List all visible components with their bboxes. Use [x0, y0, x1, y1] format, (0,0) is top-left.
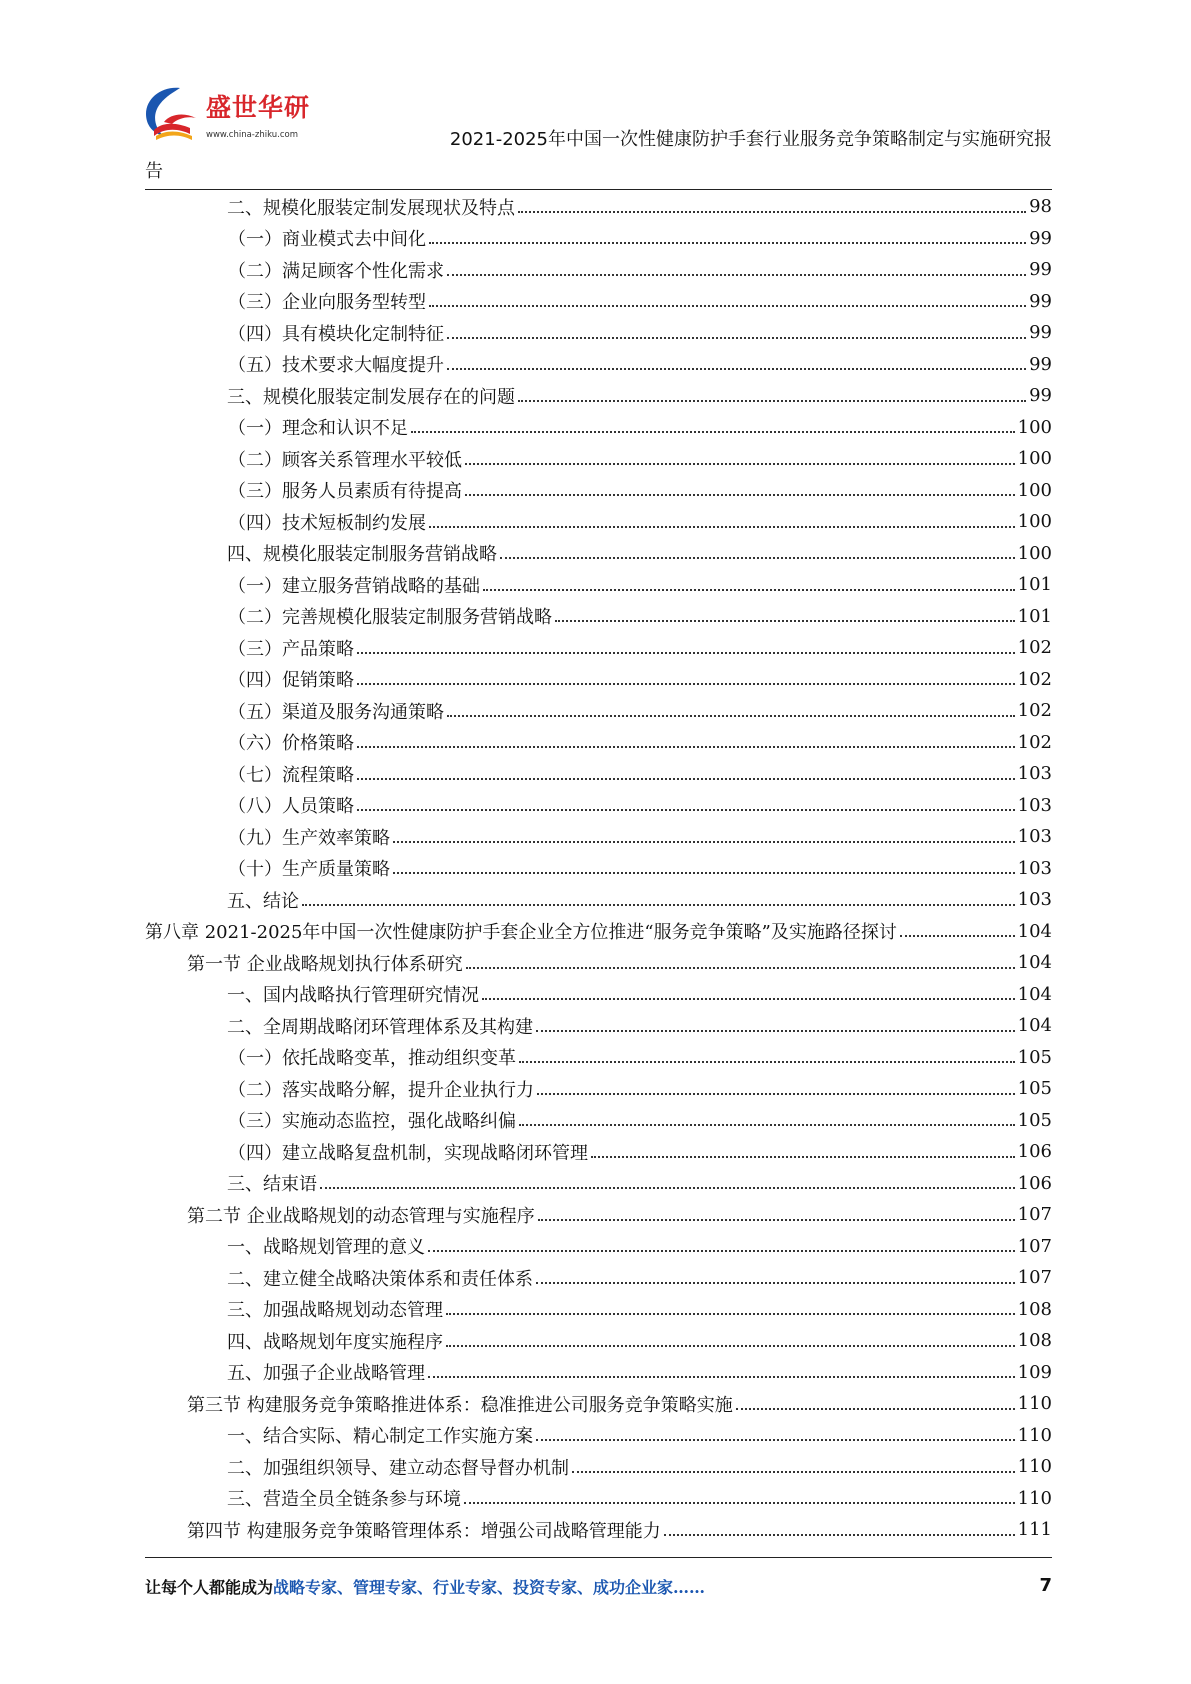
- toc-entry-title: （七）流程策略: [228, 764, 354, 786]
- toc-entry-title: （二）落实战略分解，提升企业执行力: [228, 1079, 534, 1101]
- toc-entry-page: 105: [1017, 1078, 1052, 1100]
- document-title-continued: 告: [145, 161, 163, 182]
- toc-entry-title: 第三节 构建服务竞争策略推进体系：稳准推进公司服务竞争策略实施: [187, 1394, 733, 1416]
- toc-dot-leader: [465, 494, 1015, 496]
- toc-entry-page: 99: [1029, 385, 1052, 407]
- page-number: 7: [1039, 1575, 1052, 1596]
- toc-entry[interactable]: [145, 380, 1052, 412]
- toc-entry[interactable]: [145, 286, 1052, 318]
- toc-dot-leader: [429, 526, 1015, 528]
- toc-entry[interactable]: [145, 254, 1052, 286]
- toc-entry-title: 三、规模化服装定制发展存在的问题: [227, 386, 515, 408]
- toc-dot-leader: [411, 431, 1015, 433]
- toc-entry-title: 二、建立健全战略决策体系和责任体系: [227, 1268, 533, 1290]
- toc-entry[interactable]: [145, 506, 1052, 538]
- toc-dot-leader: [466, 967, 1015, 969]
- toc-entry[interactable]: [145, 1325, 1052, 1357]
- toc-dot-leader: [555, 620, 1015, 622]
- toc-entry[interactable]: [145, 790, 1052, 822]
- toc-entry[interactable]: [145, 1483, 1052, 1515]
- toc-entry[interactable]: [145, 884, 1052, 916]
- toc-entry-title: （三）产品策略: [228, 638, 354, 660]
- toc-entry-page: 99: [1029, 227, 1052, 249]
- toc-entry-title: 一、结合实际、精心制定工作实施方案: [227, 1426, 533, 1448]
- toc-dot-leader: [519, 1061, 1015, 1063]
- toc-dot-leader: [429, 305, 1026, 307]
- toc-entry[interactable]: [145, 758, 1052, 790]
- toc-dot-leader: [464, 1502, 1015, 1504]
- toc-entry[interactable]: [145, 412, 1052, 444]
- slogan-highlight: 战略专家、管理专家、行业专家、投资专家、成功企业家……: [273, 1578, 706, 1597]
- toc-entry-title: 二、规模化服装定制发展现状及特点: [227, 197, 515, 219]
- toc-entry-page: 110: [1017, 1393, 1052, 1415]
- toc-dot-leader: [536, 1282, 1015, 1284]
- document-title: 2021-2025年中国一次性健康防护手套行业服务竞争策略制定与实施研究报: [449, 129, 1052, 150]
- toc-entry-page: 110: [1017, 1424, 1052, 1446]
- toc-entry-page: 106: [1017, 1172, 1052, 1194]
- header-divider: [145, 189, 1052, 190]
- toc-entry[interactable]: [145, 1105, 1052, 1137]
- logo-name: 盛世华研: [206, 93, 311, 122]
- toc-dot-leader: [302, 904, 1015, 906]
- toc-entry-page: 98: [1029, 196, 1052, 218]
- toc-entry-page: 103: [1017, 857, 1052, 879]
- toc-entry-title: 第四节 构建服务竞争策略管理体系：增强公司战略管理能力: [187, 1520, 661, 1542]
- toc-dot-leader: [357, 809, 1015, 811]
- toc-dot-leader: [537, 1093, 1015, 1095]
- toc-dot-leader: [446, 1345, 1015, 1347]
- toc-dot-leader: [465, 463, 1015, 465]
- toc-entry-page: 104: [1017, 952, 1052, 974]
- toc-entry-title: （五）渠道及服务沟通策略: [228, 701, 444, 723]
- toc-entry-title: 二、加强组织领导、建立动态督导督办机制: [227, 1457, 569, 1479]
- toc-entry[interactable]: [145, 191, 1052, 223]
- toc-entry[interactable]: [145, 1010, 1052, 1042]
- toc-entry-title: 五、结论: [227, 890, 299, 912]
- toc-entry-page: 100: [1017, 416, 1052, 438]
- toc-dot-leader: [428, 1376, 1015, 1378]
- toc-entry[interactable]: [145, 1357, 1052, 1389]
- toc-dot-leader: [447, 274, 1026, 276]
- toc-entry-page: 111: [1017, 1519, 1052, 1541]
- toc-entry[interactable]: [145, 1262, 1052, 1294]
- toc-entry-title: （一）商业模式去中间化: [228, 229, 426, 251]
- toc-entry-title: 一、战略规划管理的意义: [227, 1237, 425, 1259]
- toc-entry[interactable]: [145, 1136, 1052, 1168]
- toc-entry-page: 102: [1017, 700, 1052, 722]
- toc-dot-leader: [736, 1408, 1015, 1410]
- table-of-contents: [145, 191, 1052, 1546]
- toc-entry-title: 四、战略规划年度实施程序: [227, 1331, 443, 1353]
- toc-dot-leader: [447, 368, 1026, 370]
- toc-entry-page: 99: [1029, 259, 1052, 281]
- toc-dot-leader: [538, 1219, 1015, 1221]
- toc-entry-page: 101: [1017, 605, 1052, 627]
- toc-entry-page: 103: [1017, 763, 1052, 785]
- toc-dot-leader: [357, 683, 1015, 685]
- toc-entry-page: 104: [1017, 983, 1052, 1005]
- toc-entry[interactable]: [145, 695, 1052, 727]
- toc-entry[interactable]: [145, 443, 1052, 475]
- toc-dot-leader: [447, 715, 1015, 717]
- toc-entry-title: （一）依托战略变革，推动组织变革: [228, 1048, 516, 1070]
- toc-entry-title: （二）满足顾客个性化需求: [228, 260, 444, 282]
- toc-entry[interactable]: [145, 601, 1052, 633]
- toc-entry-page: 104: [1017, 920, 1052, 942]
- toc-entry-page: 100: [1017, 448, 1052, 470]
- toc-dot-leader: [428, 1250, 1015, 1252]
- toc-entry[interactable]: [145, 349, 1052, 381]
- toc-entry-page: 102: [1017, 731, 1052, 753]
- toc-entry[interactable]: [145, 1231, 1052, 1263]
- toc-entry-page: 107: [1017, 1267, 1052, 1289]
- toc-entry[interactable]: [145, 1514, 1052, 1546]
- toc-entry-page: 103: [1017, 826, 1052, 848]
- toc-entry[interactable]: [145, 475, 1052, 507]
- toc-entry-page: 102: [1017, 637, 1052, 659]
- toc-entry-title: （二）顾客关系管理水平较低: [228, 449, 462, 471]
- slogan-prefix: 让每个人都能成为: [145, 1578, 274, 1597]
- toc-dot-leader: [572, 1471, 1015, 1473]
- toc-entry-page: 100: [1017, 542, 1052, 564]
- toc-entry-page: 106: [1017, 1141, 1052, 1163]
- toc-dot-leader: [518, 400, 1026, 402]
- toc-entry-page: 99: [1029, 322, 1052, 344]
- toc-dot-leader: [483, 589, 1015, 591]
- toc-entry-title: 三、营造全员全链条参与环境: [227, 1489, 461, 1511]
- toc-dot-leader: [393, 841, 1015, 843]
- toc-entry-page: 100: [1017, 479, 1052, 501]
- toc-entry[interactable]: [145, 1199, 1052, 1231]
- toc-entry-page: 102: [1017, 668, 1052, 690]
- toc-dot-leader: [536, 1030, 1015, 1032]
- toc-entry-page: 101: [1017, 574, 1052, 596]
- toc-entry-title: （九）生产效率策略: [228, 827, 390, 849]
- toc-entry[interactable]: [145, 632, 1052, 664]
- toc-entry[interactable]: [145, 538, 1052, 570]
- toc-entry-title: （三）企业向服务型转型: [228, 292, 426, 314]
- toc-dot-leader: [357, 778, 1015, 780]
- footer-divider: [145, 1557, 1052, 1558]
- footer-slogan: [145, 1575, 705, 1598]
- logo-url: www.china-zhiku.com: [206, 130, 298, 140]
- toc-entry-page: 100: [1017, 511, 1052, 533]
- toc-entry-page: 109: [1017, 1361, 1052, 1383]
- toc-dot-leader: [482, 998, 1015, 1000]
- toc-dot-leader: [500, 557, 1015, 559]
- toc-entry-page: 104: [1017, 1015, 1052, 1037]
- toc-entry[interactable]: [145, 1451, 1052, 1483]
- toc-entry[interactable]: [145, 979, 1052, 1011]
- toc-dot-leader: [320, 1187, 1015, 1189]
- toc-entry-title: 第二节 企业战略规划的动态管理与实施程序: [187, 1205, 535, 1227]
- toc-entry-page: 110: [1017, 1487, 1052, 1509]
- toc-dot-leader: [429, 242, 1026, 244]
- toc-entry-title: 一、国内战略执行管理研究情况: [227, 985, 479, 1007]
- toc-entry[interactable]: [145, 569, 1052, 601]
- toc-entry[interactable]: [145, 821, 1052, 853]
- toc-entry-page: 103: [1017, 794, 1052, 816]
- toc-entry[interactable]: [145, 1168, 1052, 1200]
- toc-entry-title: 四、规模化服装定制服务营销战略: [227, 544, 497, 566]
- toc-entry-page: 110: [1017, 1456, 1052, 1478]
- toc-entry[interactable]: [145, 1294, 1052, 1326]
- toc-entry-title: （四）促销策略: [228, 670, 354, 692]
- toc-dot-leader: [446, 1313, 1015, 1315]
- toc-entry-page: 108: [1017, 1298, 1052, 1320]
- toc-entry-title: 五、加强子企业战略管理: [227, 1363, 425, 1385]
- toc-entry-page: 108: [1017, 1330, 1052, 1352]
- toc-dot-leader: [447, 337, 1026, 339]
- toc-entry-page: 105: [1017, 1109, 1052, 1131]
- toc-entry-page: 99: [1029, 353, 1052, 375]
- toc-entry-title: （一）建立服务营销战略的基础: [228, 575, 480, 597]
- toc-entry-title: 第一节 企业战略规划执行体系研究: [187, 953, 463, 975]
- toc-dot-leader: [664, 1534, 1015, 1536]
- toc-dot-leader: [357, 652, 1015, 654]
- page-footer: [145, 1575, 1052, 1603]
- toc-entry-title: （四）具有模块化定制特征: [228, 323, 444, 345]
- toc-entry-page: 99: [1029, 290, 1052, 312]
- toc-entry-page: 103: [1017, 889, 1052, 911]
- toc-dot-leader: [518, 211, 1026, 213]
- toc-dot-leader: [591, 1156, 1015, 1158]
- toc-entry[interactable]: [145, 916, 1052, 948]
- toc-dot-leader: [536, 1439, 1015, 1441]
- toc-entry[interactable]: [145, 664, 1052, 696]
- toc-entry-title: 三、结束语: [227, 1174, 317, 1196]
- toc-entry-page: 107: [1017, 1235, 1052, 1257]
- toc-entry-title: （八）人员策略: [228, 796, 354, 818]
- toc-entry[interactable]: [145, 1420, 1052, 1452]
- toc-entry-title: （三）服务人员素质有待提高: [228, 481, 462, 503]
- toc-entry-title: 二、全周期战略闭环管理体系及其构建: [227, 1016, 533, 1038]
- toc-entry-title: （三）实施动态监控，强化战略纠偏: [228, 1111, 516, 1133]
- toc-entry-title: （四）技术短板制约发展: [228, 512, 426, 534]
- toc-entry-title: （六）价格策略: [228, 733, 354, 755]
- toc-entry[interactable]: [145, 317, 1052, 349]
- toc-entry[interactable]: [145, 223, 1052, 255]
- toc-entry-title: 第八章 2021-2025年中国一次性健康防护手套企业全方位推进“服务竞争策略”及实施路径探讨: [145, 922, 897, 944]
- toc-entry-title: （一）理念和认识不足: [228, 418, 408, 440]
- toc-entry[interactable]: [145, 853, 1052, 885]
- toc-entry-title: （二）完善规模化服装定制服务营销战略: [228, 607, 552, 629]
- toc-entry[interactable]: [145, 1388, 1052, 1420]
- toc-entry-title: 三、加强战略规划动态管理: [227, 1300, 443, 1322]
- page-header: [0, 0, 1191, 190]
- toc-dot-leader: [519, 1124, 1015, 1126]
- toc-entry[interactable]: [145, 727, 1052, 759]
- toc-entry[interactable]: [145, 1042, 1052, 1074]
- toc-dot-leader: [900, 935, 1015, 937]
- toc-entry-title: （十）生产质量策略: [228, 859, 390, 881]
- toc-entry-page: 107: [1017, 1204, 1052, 1226]
- toc-entry-page: 105: [1017, 1046, 1052, 1068]
- toc-entry-title: （五）技术要求大幅度提升: [228, 355, 444, 377]
- toc-entry[interactable]: [145, 947, 1052, 979]
- toc-dot-leader: [393, 872, 1015, 874]
- toc-entry-title: （四）建立战略复盘机制，实现战略闭环管理: [228, 1142, 588, 1164]
- toc-entry[interactable]: [145, 1073, 1052, 1105]
- toc-dot-leader: [357, 746, 1015, 748]
